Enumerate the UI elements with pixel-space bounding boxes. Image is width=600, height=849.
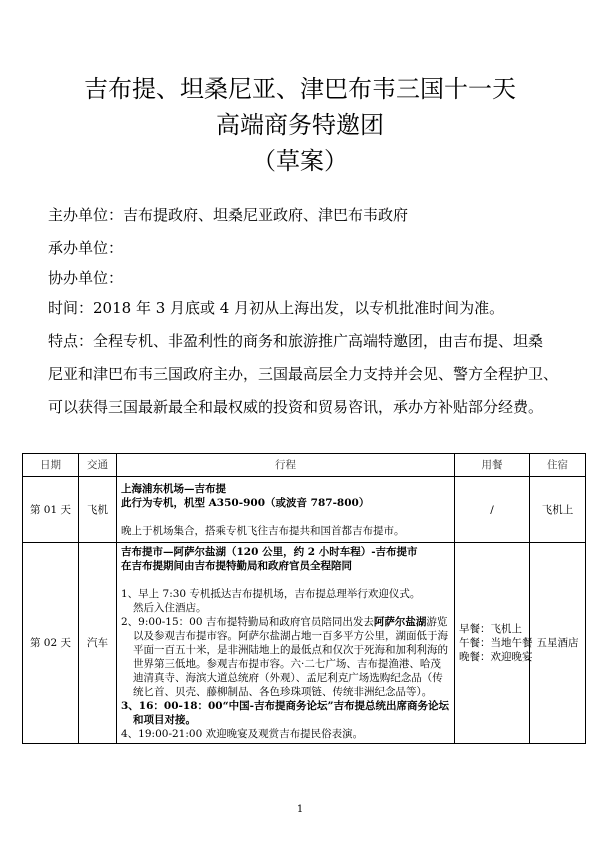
day2-item-1-cont: 然后入住酒店。 xyxy=(133,602,207,614)
header-route: 行程 xyxy=(117,454,455,477)
day2-item-3: 3、16：00-18：00“中国-吉布提商务论坛”吉布提总统出席商务论坛和项目对接。 xyxy=(121,700,450,726)
features-line-2: 尼亚和津巴布韦三国政府主办，三国最高层全力支持并会见、警方全程护卫、 xyxy=(48,365,559,383)
day2-breakfast: 早餐：飞机上 xyxy=(459,623,522,635)
header-transport: 交通 xyxy=(79,454,117,477)
header-meals: 用餐 xyxy=(455,454,530,477)
draft-label: （草案） xyxy=(252,147,348,175)
features-line-1: 特点：全程专机、非盈利性的商务和旅游推广高端特邀团，由吉布提、坦桑 xyxy=(48,332,544,350)
header-date: 日期 xyxy=(23,454,79,477)
undertaker-line: 承办单位： xyxy=(48,239,124,257)
features-line-3: 可以获得三国最新最全和最权威的投资和贸易咨讯，承办方补贴部分经费。 xyxy=(48,398,544,416)
day1-details xyxy=(117,477,455,543)
day2-meals xyxy=(455,543,533,744)
day2-dinner: 晚餐：欢迎晚宴 xyxy=(459,651,533,663)
day2-transport: 汽车 xyxy=(79,543,117,744)
document-subtitle: 高端商务特邀团 xyxy=(216,111,384,139)
document-title: 吉布提、坦桑尼亚、津巴布韦三国十一天 xyxy=(84,75,516,103)
day1-note: 晚上于机场集合，搭乘专机飞往吉布提共和国首都吉布提市。 xyxy=(121,524,405,537)
day2-item-4: 4、19:00-21:00 欢迎晚宴及观赏吉布提民俗表演。 xyxy=(121,728,364,740)
day2-route: 吉布提市—阿萨尔盐湖（120 公里，约 2 小时车程）-吉布提市 xyxy=(121,546,418,558)
day1-meal: / xyxy=(455,477,530,543)
day2-date: 第 02 天 xyxy=(23,543,79,744)
table-row-day2 xyxy=(23,543,586,744)
day2-item-1: 1、早上 7:30 专机抵达吉布提机场，吉布提总理举行欢迎仪式。 xyxy=(121,588,421,600)
co-organizer-line: 协办单位： xyxy=(48,269,124,287)
day1-date: 第 01 天 xyxy=(23,477,79,543)
table-row-day1 xyxy=(23,477,586,543)
day2-lodging: 五星酒店 xyxy=(530,543,586,744)
page-number: 1 xyxy=(296,804,304,815)
day1-lodging: 飞机上 xyxy=(530,477,586,543)
time-line: 时间：2018 年 3 月底或 4 月初从上海出发，以专机批准时间为准。 xyxy=(48,299,505,317)
day2-details xyxy=(117,543,455,744)
header-lodging: 住宿 xyxy=(530,454,586,477)
day1-route: 上海浦东机场—吉布提 xyxy=(121,482,226,495)
itinerary-table xyxy=(22,453,586,744)
day1-flight: 此行为专机，机型 A350-900（或波音 787-800） xyxy=(121,496,370,509)
day2-escort: 在吉布提期间由吉布提特勤局和政府官员全程陪同 xyxy=(121,560,352,572)
table-header-row xyxy=(23,454,586,477)
organizer-line: 主办单位：吉布提政府、坦桑尼亚政府、津巴布韦政府 xyxy=(48,206,409,224)
day2-item-2: 2、9:00-15：00 吉布提特勤局和政府官员陪同出发去阿萨尔盐湖游览以及参观吉布提市容。阿萨尔盐湖占地一百多平方公里，湖面低于海平面一百五十米，是非洲陆地上的最低点和仅次于死海和加利利海的世界第三低地。参观吉布提市容。六·二七广场、吉布提渔港、哈茂迪清真寺、海滨大道总统府（外观）、孟尼利克广场选购纪念品（传统匕首、贝壳、藤柳制品、各色珍珠项链、传统非洲纪念品等）。 xyxy=(121,616,448,698)
day1-transport: 飞机 xyxy=(79,477,117,543)
day2-lunch: 午餐：当地午餐 xyxy=(459,637,533,649)
